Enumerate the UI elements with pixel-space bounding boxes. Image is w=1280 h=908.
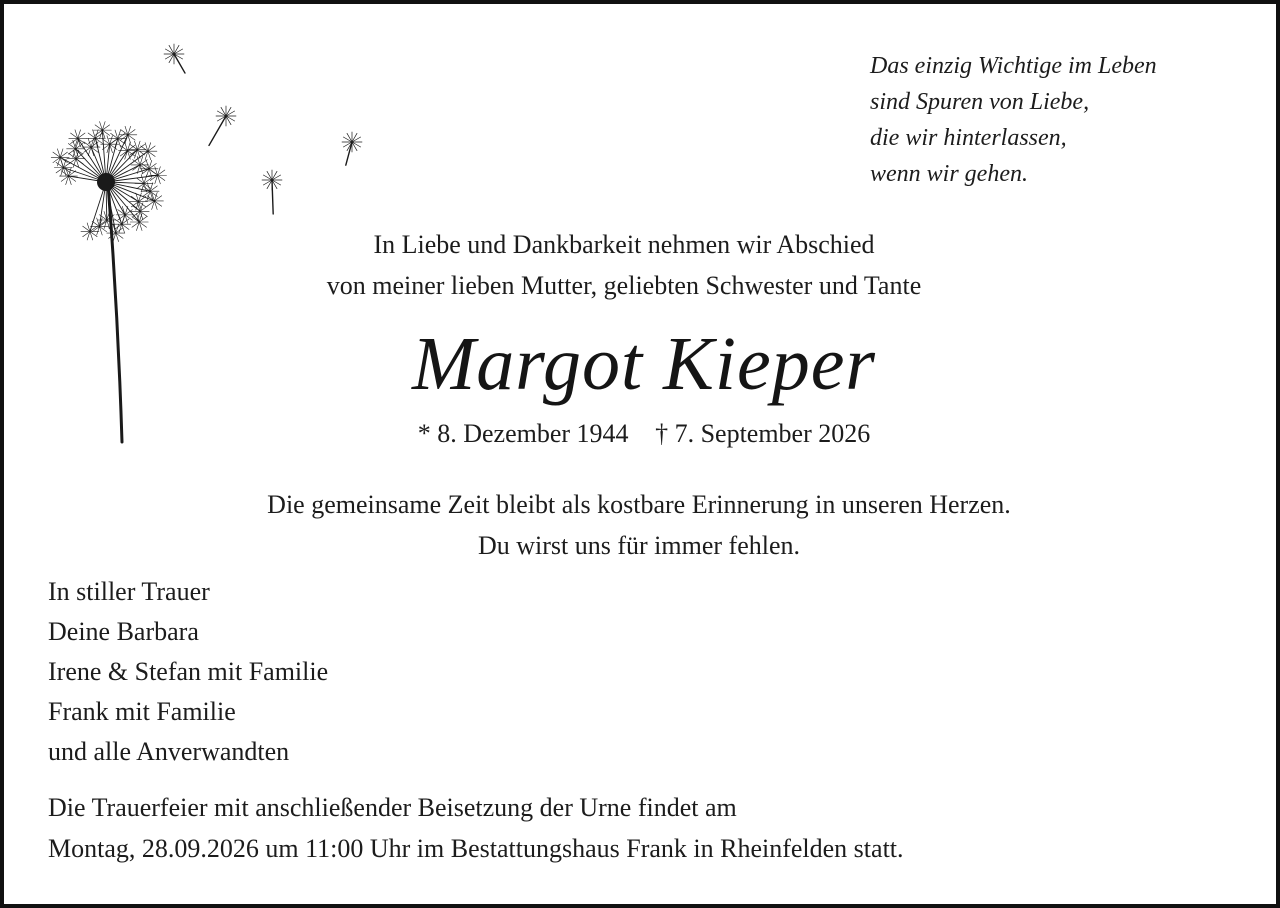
- life-dates: [244, 414, 1044, 454]
- mourner-line: und alle Anverwandten: [48, 737, 290, 766]
- funeral-info: [48, 787, 1258, 869]
- quote-line: Das einzig Wichtige im Leben: [870, 53, 1157, 79]
- birth-date: * 8. Dezember 1944: [417, 419, 629, 448]
- intro-line: In Liebe und Dankbarkeit nehmen wir Abschied: [373, 230, 875, 259]
- remembrance-text: [84, 484, 1194, 566]
- mourner-line: Frank mit Familie: [48, 697, 236, 726]
- intro-line: von meiner lieben Mutter, geliebten Schwester und Tante: [326, 271, 922, 300]
- remembrance-line: Die gemeinsame Zeit bleibt als kostbare Erinnerung in unseren Herzen.: [267, 490, 1011, 519]
- mourner-line: In stiller Trauer: [48, 577, 210, 606]
- funeral-line: Montag, 28.09.2026 um 11:00 Uhr im Bestattungshaus Frank in Rheinfelden statt.: [48, 834, 904, 863]
- quote-line: die wir hinterlassen,: [870, 125, 1067, 151]
- mourner-line: Deine Barbara: [48, 617, 199, 646]
- mourners-list: [48, 572, 748, 772]
- quote-line: wenn wir gehen.: [870, 161, 1028, 187]
- funeral-line: Die Trauerfeier mit anschließender Beisetzung der Urne findet am: [48, 793, 737, 822]
- deceased-name: Margot Kieper: [411, 322, 877, 406]
- death-date: † 7. September 2026: [655, 419, 871, 448]
- quote-line: sind Spuren von Liebe,: [870, 89, 1090, 115]
- farewell-intro: [124, 224, 1124, 306]
- poem-quote: [870, 48, 1260, 192]
- mourner-line: Irene & Stefan mit Familie: [48, 657, 329, 686]
- remembrance-line: Du wirst uns für immer fehlen.: [477, 531, 801, 560]
